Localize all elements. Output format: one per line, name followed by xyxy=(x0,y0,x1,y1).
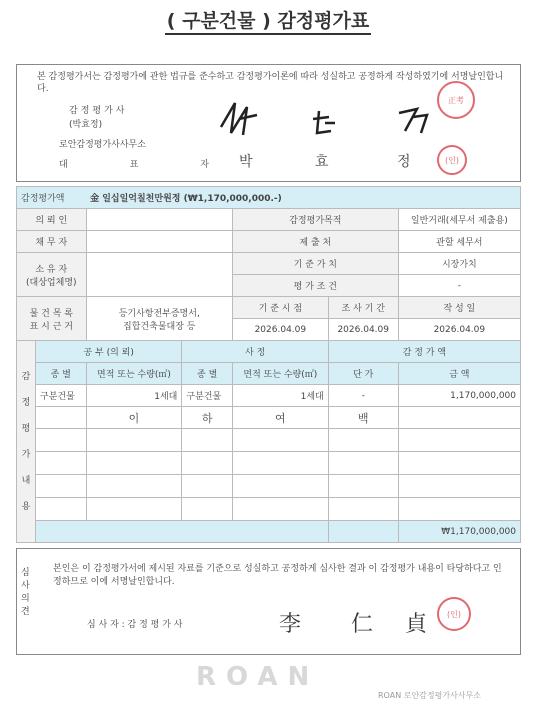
col-area: 면적 또는 수량(㎡) xyxy=(232,363,328,385)
debtor-value xyxy=(86,231,232,253)
purpose-value: 일반거래(세무서 제출용) xyxy=(398,209,520,231)
review-text: 본인은 이 감정평가서에 제시된 자료를 기준으로 성실하고 공정하게 심사한 결과 이 감정평가 내용이 타당하다고 인정하므로 이에 서명날인합니다. xyxy=(53,564,502,587)
roan-logo: ROAN xyxy=(196,662,320,692)
rep-sig-char: 박 xyxy=(239,154,253,170)
declaration-text: 본 감정평가서는 감정평가에 관한 법규를 준수하고 감정평가이론에 따라 성실하고 공정하게 작성하였기에 서명날인합니다. xyxy=(37,72,504,94)
appraiser-seal: 正考 xyxy=(437,81,475,119)
appraisal-content-side-label: 감 정 평 가 내 용 xyxy=(17,341,36,543)
purpose-label: 감정평가목적 xyxy=(232,209,398,231)
reviewer-label: 심 사 자 : 감 정 평 가 사 xyxy=(87,620,183,630)
basis-label: 물 건 목 록 표 시 근 거 xyxy=(17,297,87,341)
table-row: 이 하 여 백 xyxy=(17,407,521,429)
handwritten-signature xyxy=(213,93,453,143)
appraisal-table xyxy=(16,186,521,543)
owner-label: 소 유 자 (대상업체명) xyxy=(17,253,87,297)
review-label: 심 사 의 견 xyxy=(21,568,30,617)
review-opinion-box xyxy=(16,548,521,655)
appraiser-name: (박효정) xyxy=(69,120,103,130)
reviewer-sig-char: 李 xyxy=(279,612,302,637)
appraiser-declaration-box xyxy=(16,64,521,182)
appraised-price-header: 감 정 가 액 xyxy=(328,341,520,363)
write-date: 2026.04.09 xyxy=(398,319,520,341)
appraisal-amount: 金 일십일억칠천만원정 (₩1,170,000,000.-) xyxy=(86,187,520,209)
reviewer-seal: (인) xyxy=(437,597,471,631)
appraiser-title: 감정평가사 xyxy=(69,106,128,116)
col-unit-price: 단 가 xyxy=(328,363,398,385)
document-title: ( 구분건물 ) 감정평가표 xyxy=(0,6,536,33)
table-row xyxy=(17,498,521,521)
reviewer-sig-char: 仁 xyxy=(351,612,374,637)
representative-label: 대 표 자 xyxy=(59,160,209,170)
condition-value: - xyxy=(398,275,520,297)
total-row xyxy=(17,521,521,543)
table-row: 구분건물 1세대 구분건물 1세대 - 1,170,000,000 xyxy=(17,385,521,407)
client-value xyxy=(86,209,232,231)
submit-value: 관할 세무서 xyxy=(398,231,520,253)
debtor-label: 채 무 자 xyxy=(17,231,87,253)
public-record-header: 공 부 (의 뢰) xyxy=(36,341,182,363)
table-row xyxy=(17,452,521,475)
survey-label: 조 사 기 간 xyxy=(328,297,398,319)
owner-value xyxy=(86,253,232,297)
survey-date: 2026.04.09 xyxy=(328,319,398,341)
calc-header: 사 정 xyxy=(182,341,328,363)
base-date-label: 기 준 시 점 xyxy=(232,297,328,319)
rep-sig-char: 정 xyxy=(397,154,411,170)
write-label: 작 성 일 xyxy=(398,297,520,319)
reviewer-sig-char: 貞 xyxy=(405,612,428,637)
col-area: 면적 또는 수량(㎡) xyxy=(86,363,182,385)
representative-seal: (인) xyxy=(437,145,467,175)
client-label: 의 뢰 인 xyxy=(17,209,87,231)
submit-label: 제 출 처 xyxy=(232,231,398,253)
base-value-label: 기 준 가 치 xyxy=(232,253,398,275)
table-row xyxy=(17,429,521,452)
condition-label: 평 가 조 건 xyxy=(232,275,398,297)
col-type: 종 별 xyxy=(182,363,233,385)
rep-sig-char: 효 xyxy=(315,154,329,170)
amount-label: 감정평가액 xyxy=(17,187,87,209)
col-type: 종 별 xyxy=(36,363,87,385)
base-date: 2026.04.09 xyxy=(232,319,328,341)
total-amount: ₩1,170,000,000 xyxy=(398,521,520,543)
col-amount: 금 액 xyxy=(398,363,520,385)
office-name: 로안감정평가사사무소 xyxy=(59,140,146,150)
basis-value: 등기사항전부증명서, 집합건축물대장 등 xyxy=(86,297,232,341)
base-value: 시장가치 xyxy=(398,253,520,275)
office-footer-mark: ROAN 로안감정평가사사무소 xyxy=(378,691,481,700)
table-row xyxy=(17,475,521,498)
